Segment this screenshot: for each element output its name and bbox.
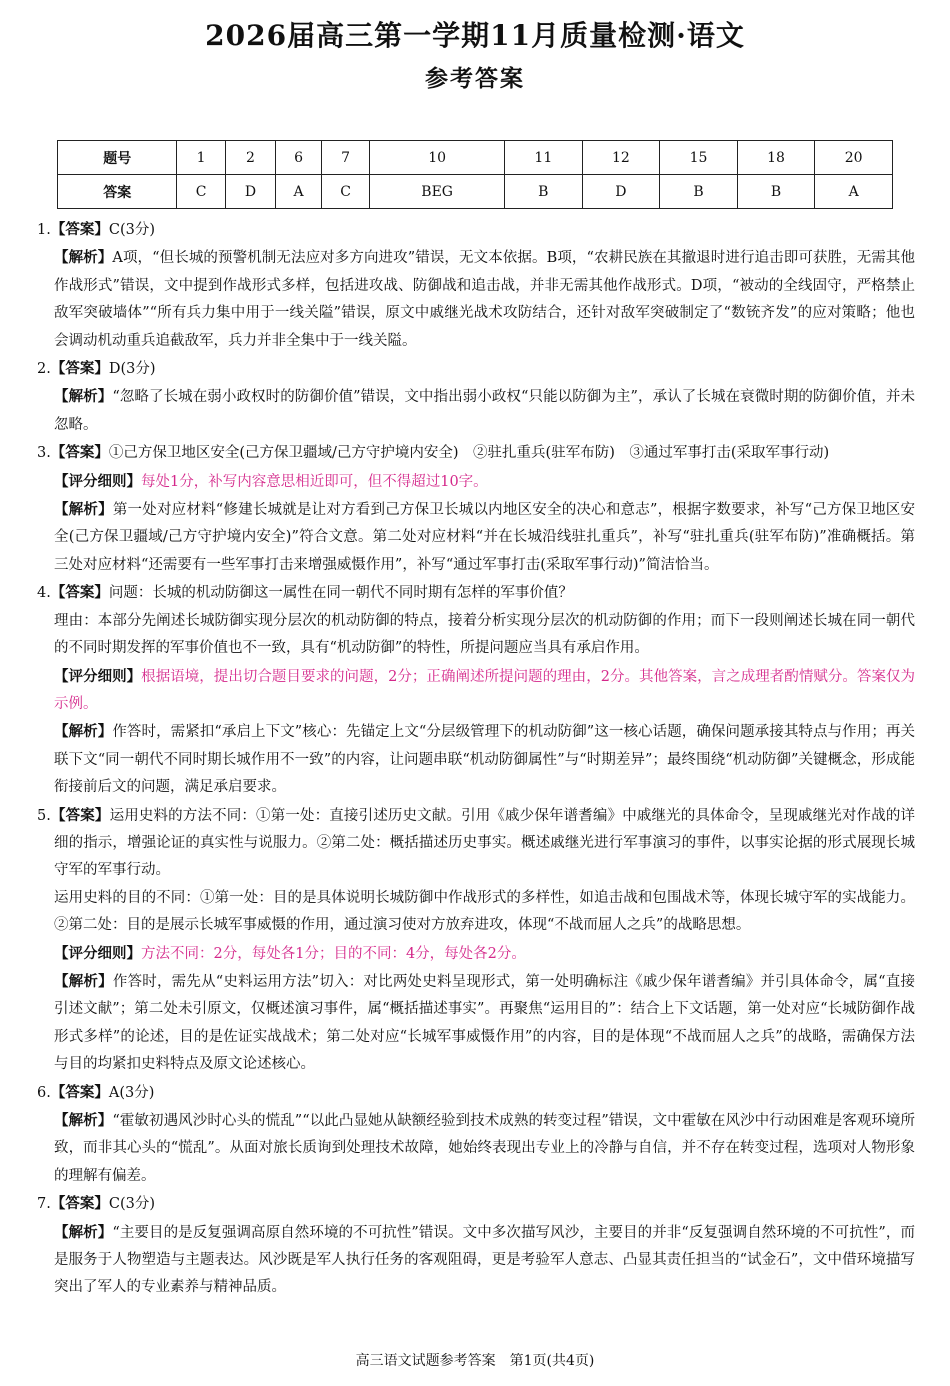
answer-cell: B: [660, 175, 738, 209]
question-3-answer: [37, 439, 915, 467]
question-2-answer: [37, 355, 915, 383]
answer-cell: B: [737, 175, 815, 209]
criteria-text: 方法不同：2分，每处各1分；目的不同：4分，每处各2分。: [141, 945, 526, 962]
question-number: 3.: [37, 445, 51, 462]
question-3-analysis: [37, 496, 915, 579]
answer-cell: BEG: [370, 175, 505, 209]
question-6-answer: [37, 1079, 915, 1107]
analysis-label: 【解析】: [54, 501, 113, 519]
answer-cell: D: [225, 175, 275, 209]
answer-cell: C: [322, 175, 370, 209]
page-title: 2026届高三第一学期11月质量检测·语文: [205, 19, 745, 52]
criteria-text: 每处1分，补写内容意思相近即可，但不得超过10字。: [141, 473, 488, 490]
question-number: 18: [737, 141, 815, 175]
question-number: 6.: [37, 1084, 51, 1101]
answer-explanations: [37, 216, 915, 1302]
question-5-analysis: [37, 968, 915, 1079]
question-number: 1.: [37, 222, 51, 238]
question-number: 10: [370, 141, 505, 175]
criteria-label: 【评分细则】: [54, 472, 141, 490]
answer-row: [58, 175, 893, 209]
analysis-text: 作答时，需先从“史料运用方法”切入：对比两处史料呈现形式，第一处明确标注《戚少保年谱耆编》并引具体命令，属“直接引述文献”；第二处未引原文，仅概述演习事件，属“概括描述事实”。再聚焦“运用目的”：结合上下文话题，第一处对应“长城防御作战形式多样”的论述，目的是佐证实战战术；第二处对应“长城军事威慑作用”的内容，目的是体现“不战而屈人之兵”的战略，需确保方法与目的均紧扣史料特点及原文论述核心。: [54, 973, 916, 1073]
answer-text: D(3分): [108, 361, 156, 378]
answer-label: 【答案】: [50, 584, 109, 602]
question-number: 7.: [37, 1196, 51, 1213]
question-number: 7: [322, 141, 370, 175]
question-number: 11: [505, 141, 583, 175]
page-footer: 高三语文试题参考答案 第1页(共4页): [355, 1353, 595, 1369]
question-number: 2: [225, 141, 275, 175]
analysis-text: A项，“但长城的预警机制无法应对多方向进攻”错误，无文本依据。B项，“农耕民族在其撤退时进行追击即可获胜，无需其他作战形式”错误，文中提到作战形式多样，包括进攻战、防御战和追击战，并非无需其他作战形式。D项，“被动的全线固守，严格禁止敌军突破墙体”“所有兵力集中用于一线关隘”错误，原文中戚继光战术攻防结合，还针对敌军突破制定了“数铳齐发”的应对策略；他也会调动机动重兵追截敌军，兵力并非全集中于一线关隘。: [54, 250, 915, 349]
question-4-answer: [37, 579, 915, 607]
answer-label: 【答案】: [50, 1083, 109, 1101]
question-number: 1: [177, 141, 225, 175]
question-5-answer: [37, 802, 915, 885]
question-number: 6: [276, 141, 322, 175]
question-6-analysis: [37, 1107, 915, 1190]
analysis-text: 第一处对应材料“修建长城就是让对方看到己方保卫长城以内地区安全的决心和意志”，根据字数要求，补写“己方保卫地区安全(己方保卫疆域/己方守护境内安全)”符合文意。第二处对应材料“并在长城沿线驻扎重兵”，补写“驻扎重兵(驻军布防)”准确概括。第三处对应材料“还需要有一些军事打击来增强威慑作用”，补写“通过军事打击(采取军事行动)”简洁恰当。: [54, 502, 916, 573]
page-subtitle: 参考答案: [425, 65, 525, 92]
question-number: 20: [815, 141, 893, 175]
question-number: 12: [582, 141, 660, 175]
analysis-text: “主要目的是反复强调高原自然环境的不可抗性”错误。文中多次描写风沙，主要目的并非“反复强调自然环境的不可抗性”，而是服务于人物塑造与主题表达。风沙既是军人执行任务的客观阻碍，更是考验军人意志、凸显其责任担当的“试金石”，文中借环境描写突出了军人的专业素养与精神品质。: [54, 1224, 915, 1296]
answer-label: 【答案】: [50, 360, 109, 378]
answer-text: C(3分): [108, 222, 155, 238]
analysis-label: 【解析】: [54, 972, 113, 990]
answer-label: 【答案】: [50, 221, 109, 238]
criteria-label: 【评分细则】: [54, 944, 141, 962]
question-number-row: [58, 141, 893, 175]
analysis-text: 作答时，需紧扣“承启上下文”核心：先锚定上文“分层级管理下的机动防御”这一核心话题，确保问题承接其特点与作用；再关联下文“同一朝代不同时期长城作用不一致”的内容，让问题串联“机动防御属性”与“时期差异”；最终围绕“机动防御”关键概念，形成能衔接前后文的问题，满足承启要求。: [54, 724, 915, 796]
criteria-label: 【评分细则】: [54, 667, 142, 685]
answer-cell: D: [582, 175, 660, 209]
answer-text: ①己方保卫地区安全(己方保卫疆域/己方守护境内安全) ②驻扎重兵(驻军布防) ③通过军事打击(采取军事行动): [108, 445, 830, 462]
row-label-question: 题号: [58, 141, 177, 175]
answer-text: C(3分): [108, 1196, 155, 1213]
question-1-analysis: [37, 244, 915, 355]
answer-cell: B: [505, 175, 583, 209]
question-4-analysis: [37, 718, 915, 801]
question-7-answer: [37, 1190, 915, 1218]
question-5-criteria: [37, 940, 915, 968]
question-number: 15: [660, 141, 738, 175]
question-number: 5.: [37, 807, 51, 824]
answer-text: 问题：长城的机动防御这一属性在同一朝代不同时期有怎样的军事价值？: [108, 585, 573, 602]
answer-label: 【答案】: [50, 1195, 109, 1213]
question-4-criteria: [37, 663, 915, 719]
row-label-answer: 答案: [58, 175, 177, 209]
answer-cell: A: [276, 175, 322, 209]
analysis-label: 【解析】: [54, 388, 113, 406]
question-1-answer: [37, 216, 915, 244]
question-number: 4.: [37, 585, 51, 602]
analysis-label: 【解析】: [54, 723, 113, 741]
answer-label: 【答案】: [50, 806, 110, 824]
question-7-analysis: [37, 1219, 915, 1302]
question-4-reason: 理由：本部分先阐述长城防御实现分层次的机动防御的特点，接着分析实现分层次的机动防御的作用；而下一段则阐述长城在同一朝代的不同时期发挥的军事价值也不一致，具有“机动防御”的特性，所提问题应当具有承启作用。: [54, 612, 915, 657]
answer-cell: C: [177, 175, 225, 209]
answer-label: 【答案】: [50, 444, 109, 462]
question-5-purpose: 运用史料的目的不同：①第一处：目的是具体说明长城防御中作战形式的多样性，如追击战和包围战术等，体现长城守军的实战能力。②第二处：目的是展示长城军事威慑的作用，通过演习使对方放弃进攻，体现“不战而屈人之兵”的战略思想。: [54, 889, 915, 934]
answer-table: [57, 140, 893, 209]
analysis-label: 【解析】: [54, 1223, 113, 1241]
answer-text: 运用史料的方法不同：①第一处：直接引述历史文献。引用《戚少保年谱耆编》中戚继光的具体命令，呈现戚继光对作战的详细的指示，增强论证的真实性与说服力。②第二处：概括描述历史事实。概述戚继光进行军事演习的事件，以事实论据的形式展现长城守军的军事行动。: [54, 807, 915, 879]
analysis-label: 【解析】: [54, 1112, 113, 1129]
criteria-text: 根据语境，提出切合题目要求的问题，2分；正确阐述所提问题的理由，2分。其他答案，言之成理者酌情赋分。答案仅为示例。: [54, 668, 916, 712]
analysis-text: “忽略了长城在弱小政权时的防御价值”错误，文中指出弱小政权“只能以防御为主”，承认了长城在衰微时期的防御价值，并未忽略。: [54, 389, 915, 433]
question-3-criteria: [37, 468, 915, 496]
question-2-analysis: [37, 383, 915, 439]
answer-text: A(3分): [108, 1084, 155, 1101]
question-number: 2.: [37, 361, 51, 378]
analysis-text: “霍敏初遇风沙时心头的慌乱”“以此凸显她从缺额经验到技术成熟的转变过程”错误，文中霍敏在风沙中行动困难是客观环境所致，而非其心头的“慌乱”。从面对旅长质询到处理技术故障，她始终表现出专业上的冷静与自信，并不存在转变过程，选项对人物形象的理解有偏差。: [54, 1113, 915, 1184]
analysis-label: 【解析】: [54, 249, 113, 267]
answer-cell: A: [815, 175, 893, 209]
